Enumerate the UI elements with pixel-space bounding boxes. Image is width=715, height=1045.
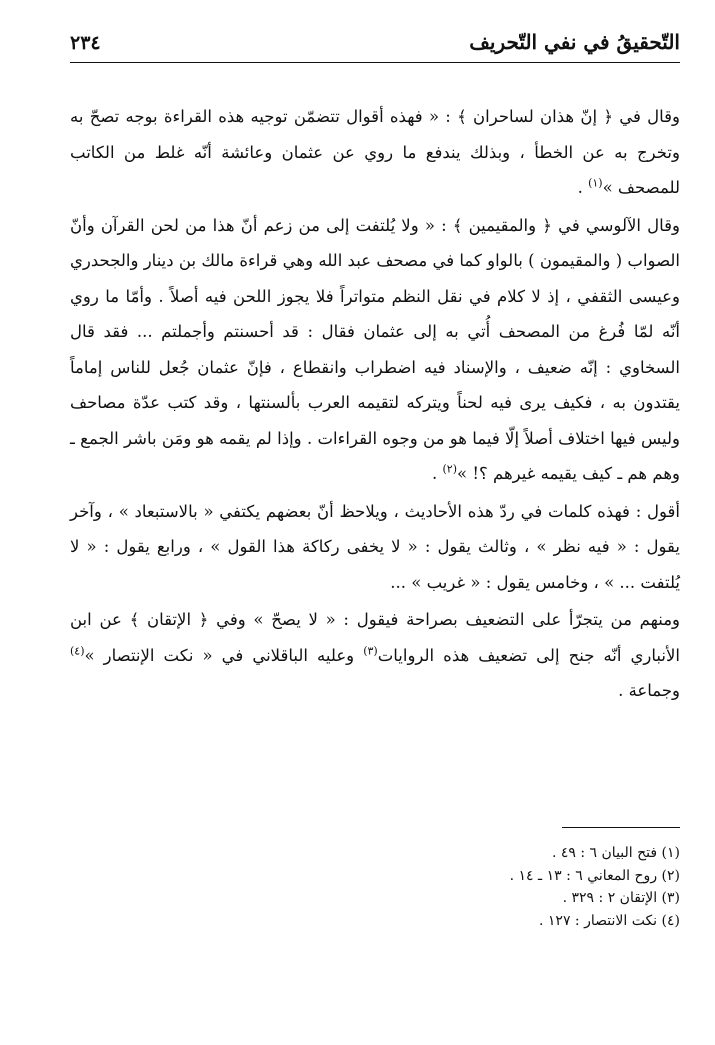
page-header: [70, 24, 680, 63]
paragraph-text: وقال في ﴿ إنّ هذان لساحران ﴾ : « فهذه أقوال تتضمّن توجيه هذه القراءة بوجه تصحّ به وتخرج به عن الخطأ ، وبذلك يندفع ما روي عن عثمان وعائشة أنّه غلط من الكاتب للمصحف »: [70, 107, 680, 197]
footnote-ref: (٢): [442, 462, 458, 476]
paragraph-tail: وجماعة .: [618, 681, 680, 700]
paragraph-text: ومنهم من يتجرّأ على التضعيف بصراحة فيقول : « لا يصحّ » وفي ﴿ الإتقان ﴾ عن ابن الأنباري أنّه جنح إلى تضعيف هذه الروايات: [70, 610, 680, 665]
paragraph-tail: وعليه الباقلاني في « نكت الإنتصار »: [84, 645, 364, 665]
paragraph-tail: .: [432, 464, 443, 483]
body-text: [70, 99, 680, 709]
footnote-ref: (٤): [70, 644, 85, 657]
running-title: التّحقيقُ في نفي التّحريف: [469, 30, 680, 54]
footnote-item: (٣) الإتقان ٢ : ٣٢٩ .: [562, 890, 680, 906]
paragraph: [70, 602, 680, 709]
paragraph: [70, 99, 680, 206]
page-number: ٢٣٤: [70, 32, 101, 54]
footnote-item: (١) فتح البيان ٦ : ٤٩ .: [551, 845, 680, 861]
paragraph: [70, 208, 680, 492]
document-page: [70, 24, 680, 1024]
footnote-divider: [562, 827, 680, 828]
paragraph: [70, 494, 680, 601]
footnote-ref: (٣): [363, 644, 378, 657]
paragraph-tail: .: [577, 178, 589, 197]
footnote-item: (٢) روح المعاني ٦ : ١٣ ـ ١٤ .: [509, 867, 680, 884]
footnote-ref: (١): [588, 176, 603, 190]
paragraph-text: أقول : فهذه كلمات في ردّ هذه الأحاديث ، ويلاحظ أنّ بعضهم يكتفي « بالاستبعاد » ، وآخر يقول : « فيه نظر » ، وثالث يقول : « لا يخفى ركاكة هذا القول » ، ورابع يقول : « لا يُلتفت ... » ، وخامس يقول : « غريب » ...: [70, 501, 680, 592]
footnote-item: (٤) نكت الانتصار : ١٢٧ .: [539, 912, 680, 929]
paragraph-text: وقال الآلوسي في ﴿ والمقيمين ﴾ : « ولا يُلتفت إلى من زعم أنّ هذا من لحن القرآن وأنّ الصواب ( والمقيمون ) بالواو كما في مصحف عبد الله وهي قراءة مالك بن دينار والجحدري وعيسى الثقفي ، إذ لا كلام في نقل النظم متواتراً فلا يجوز اللحن فيه أصلاً . وأمّا ما روي أنّه لمّا فُرغ من المصحف أُتي به إلى عثمان فقال : قد أحسنتم وأجملتم ... فقد قال السخاوي : إنّه ضعيف ، والإسناد فيه اضطراب وانقطاع ، فإنّ عثمان جُعل للناس إماماً يقتدون به ، فكيف يرى فيه لحناً ويتركه لتقيمه العرب بألسنتها ، وقد كتب عدّة مصاحف وليس فيها اختلاف أصلاً إلّا فيما هو من وجوه القراءات . وإذا لم يقمه هو ومَن باشر الجمع ـ وهم هم ـ كيف يقيمه غيرهم ؟! »: [70, 215, 680, 483]
footnotes-list: [70, 842, 680, 932]
